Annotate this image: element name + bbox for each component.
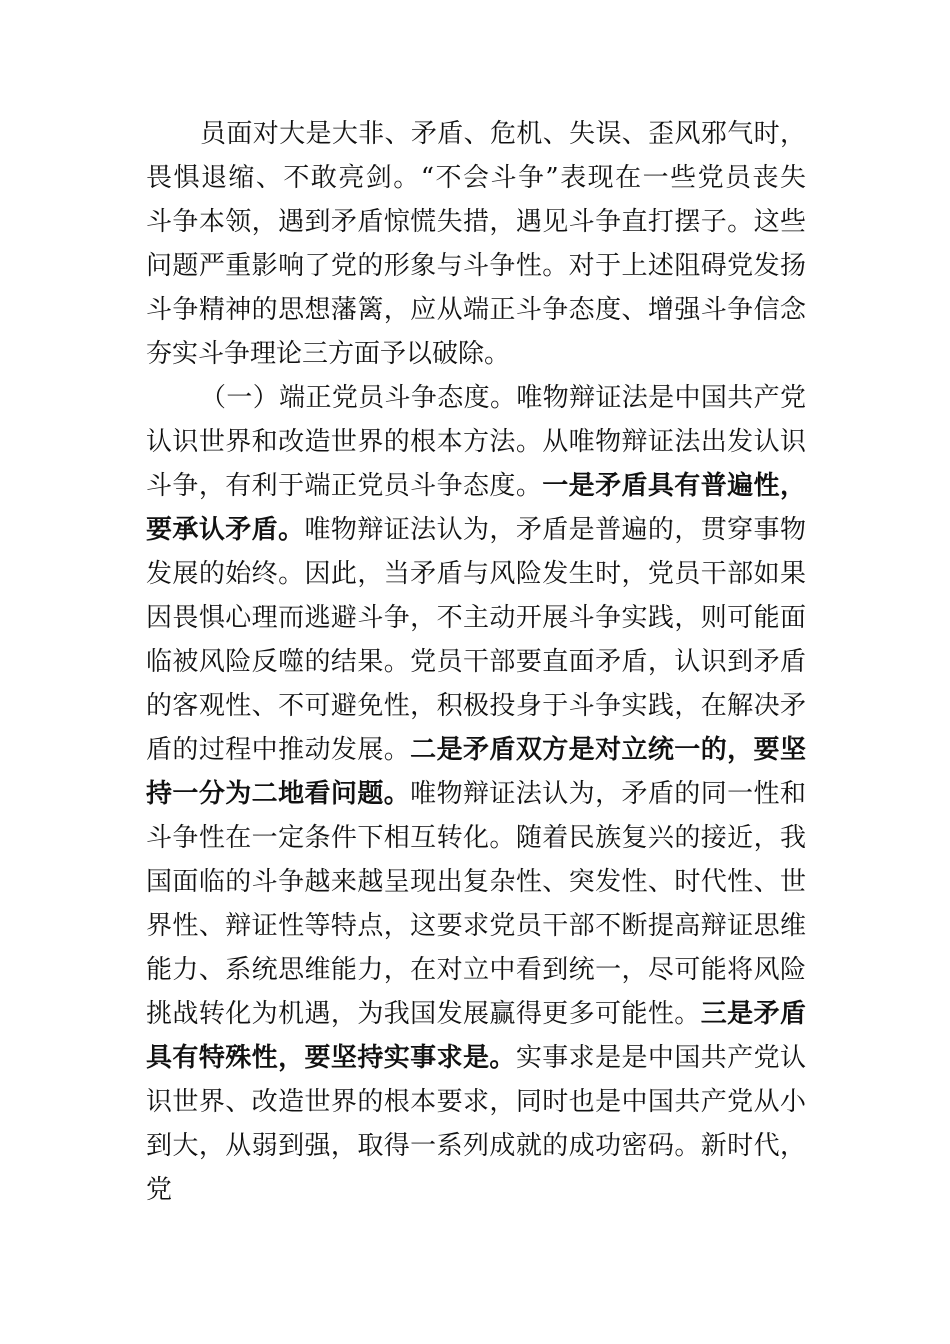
text-line bbox=[146, 816, 806, 860]
text-line bbox=[146, 640, 806, 684]
text-run: 斗争性在一定条件下相互转化。随着民族复兴的接近，我 bbox=[146, 823, 806, 853]
text-line bbox=[146, 684, 806, 728]
text-run: 唯物辩证法认为，矛盾的同一性和 bbox=[410, 779, 806, 809]
text-line bbox=[146, 1036, 806, 1080]
text-line bbox=[146, 200, 806, 244]
bold-text-run: 三是矛盾 bbox=[700, 999, 806, 1029]
text-run: 夯实斗争理论三方面予以破除。 bbox=[146, 339, 511, 369]
text-line bbox=[200, 376, 806, 420]
bold-text-run: 一是矛盾具有普遍性， bbox=[542, 471, 806, 501]
bold-text-run: 具有特殊性，要坚持实事求是。 bbox=[146, 1043, 516, 1073]
text-run: 国面临的斗争越来越呈现出复杂性、突发性、时代性、世 bbox=[146, 867, 806, 897]
text-line bbox=[200, 112, 806, 156]
bold-text-run: 持一分为二地看问题。 bbox=[146, 779, 411, 809]
text-line bbox=[146, 464, 806, 508]
bold-text-run: 二是矛盾双方是对立统一的，要坚 bbox=[410, 735, 806, 765]
text-run: 识世界、改造世界的根本要求，同时也是中国共产党从小 bbox=[146, 1087, 806, 1117]
text-run: 畏惧退缩、不敢亮剑。“不会斗争”表现在一些党员丧失 bbox=[146, 163, 806, 193]
text-run: 斗争本领，遇到矛盾惊慌失措，遇见斗争直打摆子。这些 bbox=[146, 207, 806, 237]
text-run: 临被风险反噬的结果。党员干部要直面矛盾，认识到矛盾 bbox=[146, 647, 806, 677]
text-run: 党 bbox=[146, 1175, 173, 1205]
text-line bbox=[146, 156, 806, 200]
text-line bbox=[146, 288, 806, 332]
bold-text-run: 要承认矛盾。 bbox=[146, 515, 305, 545]
text-run: 唯物辩证法认为，矛盾是普遍的，贯穿事物 bbox=[304, 515, 806, 545]
text-run: 因畏惧心理而逃避斗争，不主动开展斗争实践，则可能面 bbox=[146, 603, 806, 633]
text-run: 到大，从弱到强，取得一系列成就的成功密码。新时代， bbox=[146, 1131, 806, 1161]
text-line bbox=[146, 772, 806, 816]
text-run: 员面对大是大非、矛盾、危机、失误、歪风邪气时， bbox=[200, 119, 806, 149]
text-line bbox=[146, 948, 806, 992]
text-line bbox=[146, 904, 806, 948]
text-run: 发展的始终。因此，当矛盾与风险发生时，党员干部如果 bbox=[146, 559, 806, 589]
text-run: 斗争精神的思想藩篱，应从端正斗争态度、增强斗争信念 bbox=[146, 295, 806, 325]
text-run: 盾的过程中推动发展。 bbox=[146, 735, 411, 765]
text-run: 挑战转化为机遇，为我国发展赢得更多可能性。 bbox=[146, 999, 701, 1029]
text-run: （一）端正党员斗争态度。唯物辩证法是中国共产党 bbox=[200, 383, 806, 413]
text-line bbox=[146, 244, 806, 288]
text-line bbox=[146, 992, 806, 1036]
text-line bbox=[146, 1168, 806, 1212]
text-line bbox=[146, 1124, 806, 1168]
text-line bbox=[146, 860, 806, 904]
text-line bbox=[146, 508, 806, 552]
text-run: 界性、辩证性等特点，这要求党员干部不断提高辩证思维 bbox=[146, 911, 806, 941]
text-run: 认识世界和改造世界的根本方法。从唯物辩证法出发认识 bbox=[146, 427, 806, 457]
text-line bbox=[146, 596, 806, 640]
text-line bbox=[146, 1080, 806, 1124]
text-line bbox=[146, 552, 806, 596]
text-run: 问题严重影响了党的形象与斗争性。对于上述阻碍党发扬 bbox=[146, 251, 806, 281]
text-run: 能力、系统思维能力，在对立中看到统一，尽可能将风险 bbox=[146, 955, 806, 985]
text-run: 的客观性、不可避免性，积极投身于斗争实践，在解决矛 bbox=[146, 691, 806, 721]
text-run: 斗争，有利于端正党员斗争态度。 bbox=[146, 471, 543, 501]
text-line bbox=[146, 420, 806, 464]
text-line bbox=[146, 728, 806, 772]
text-line bbox=[146, 332, 806, 376]
text-run: 实事求是是中国共产党认 bbox=[515, 1043, 806, 1073]
